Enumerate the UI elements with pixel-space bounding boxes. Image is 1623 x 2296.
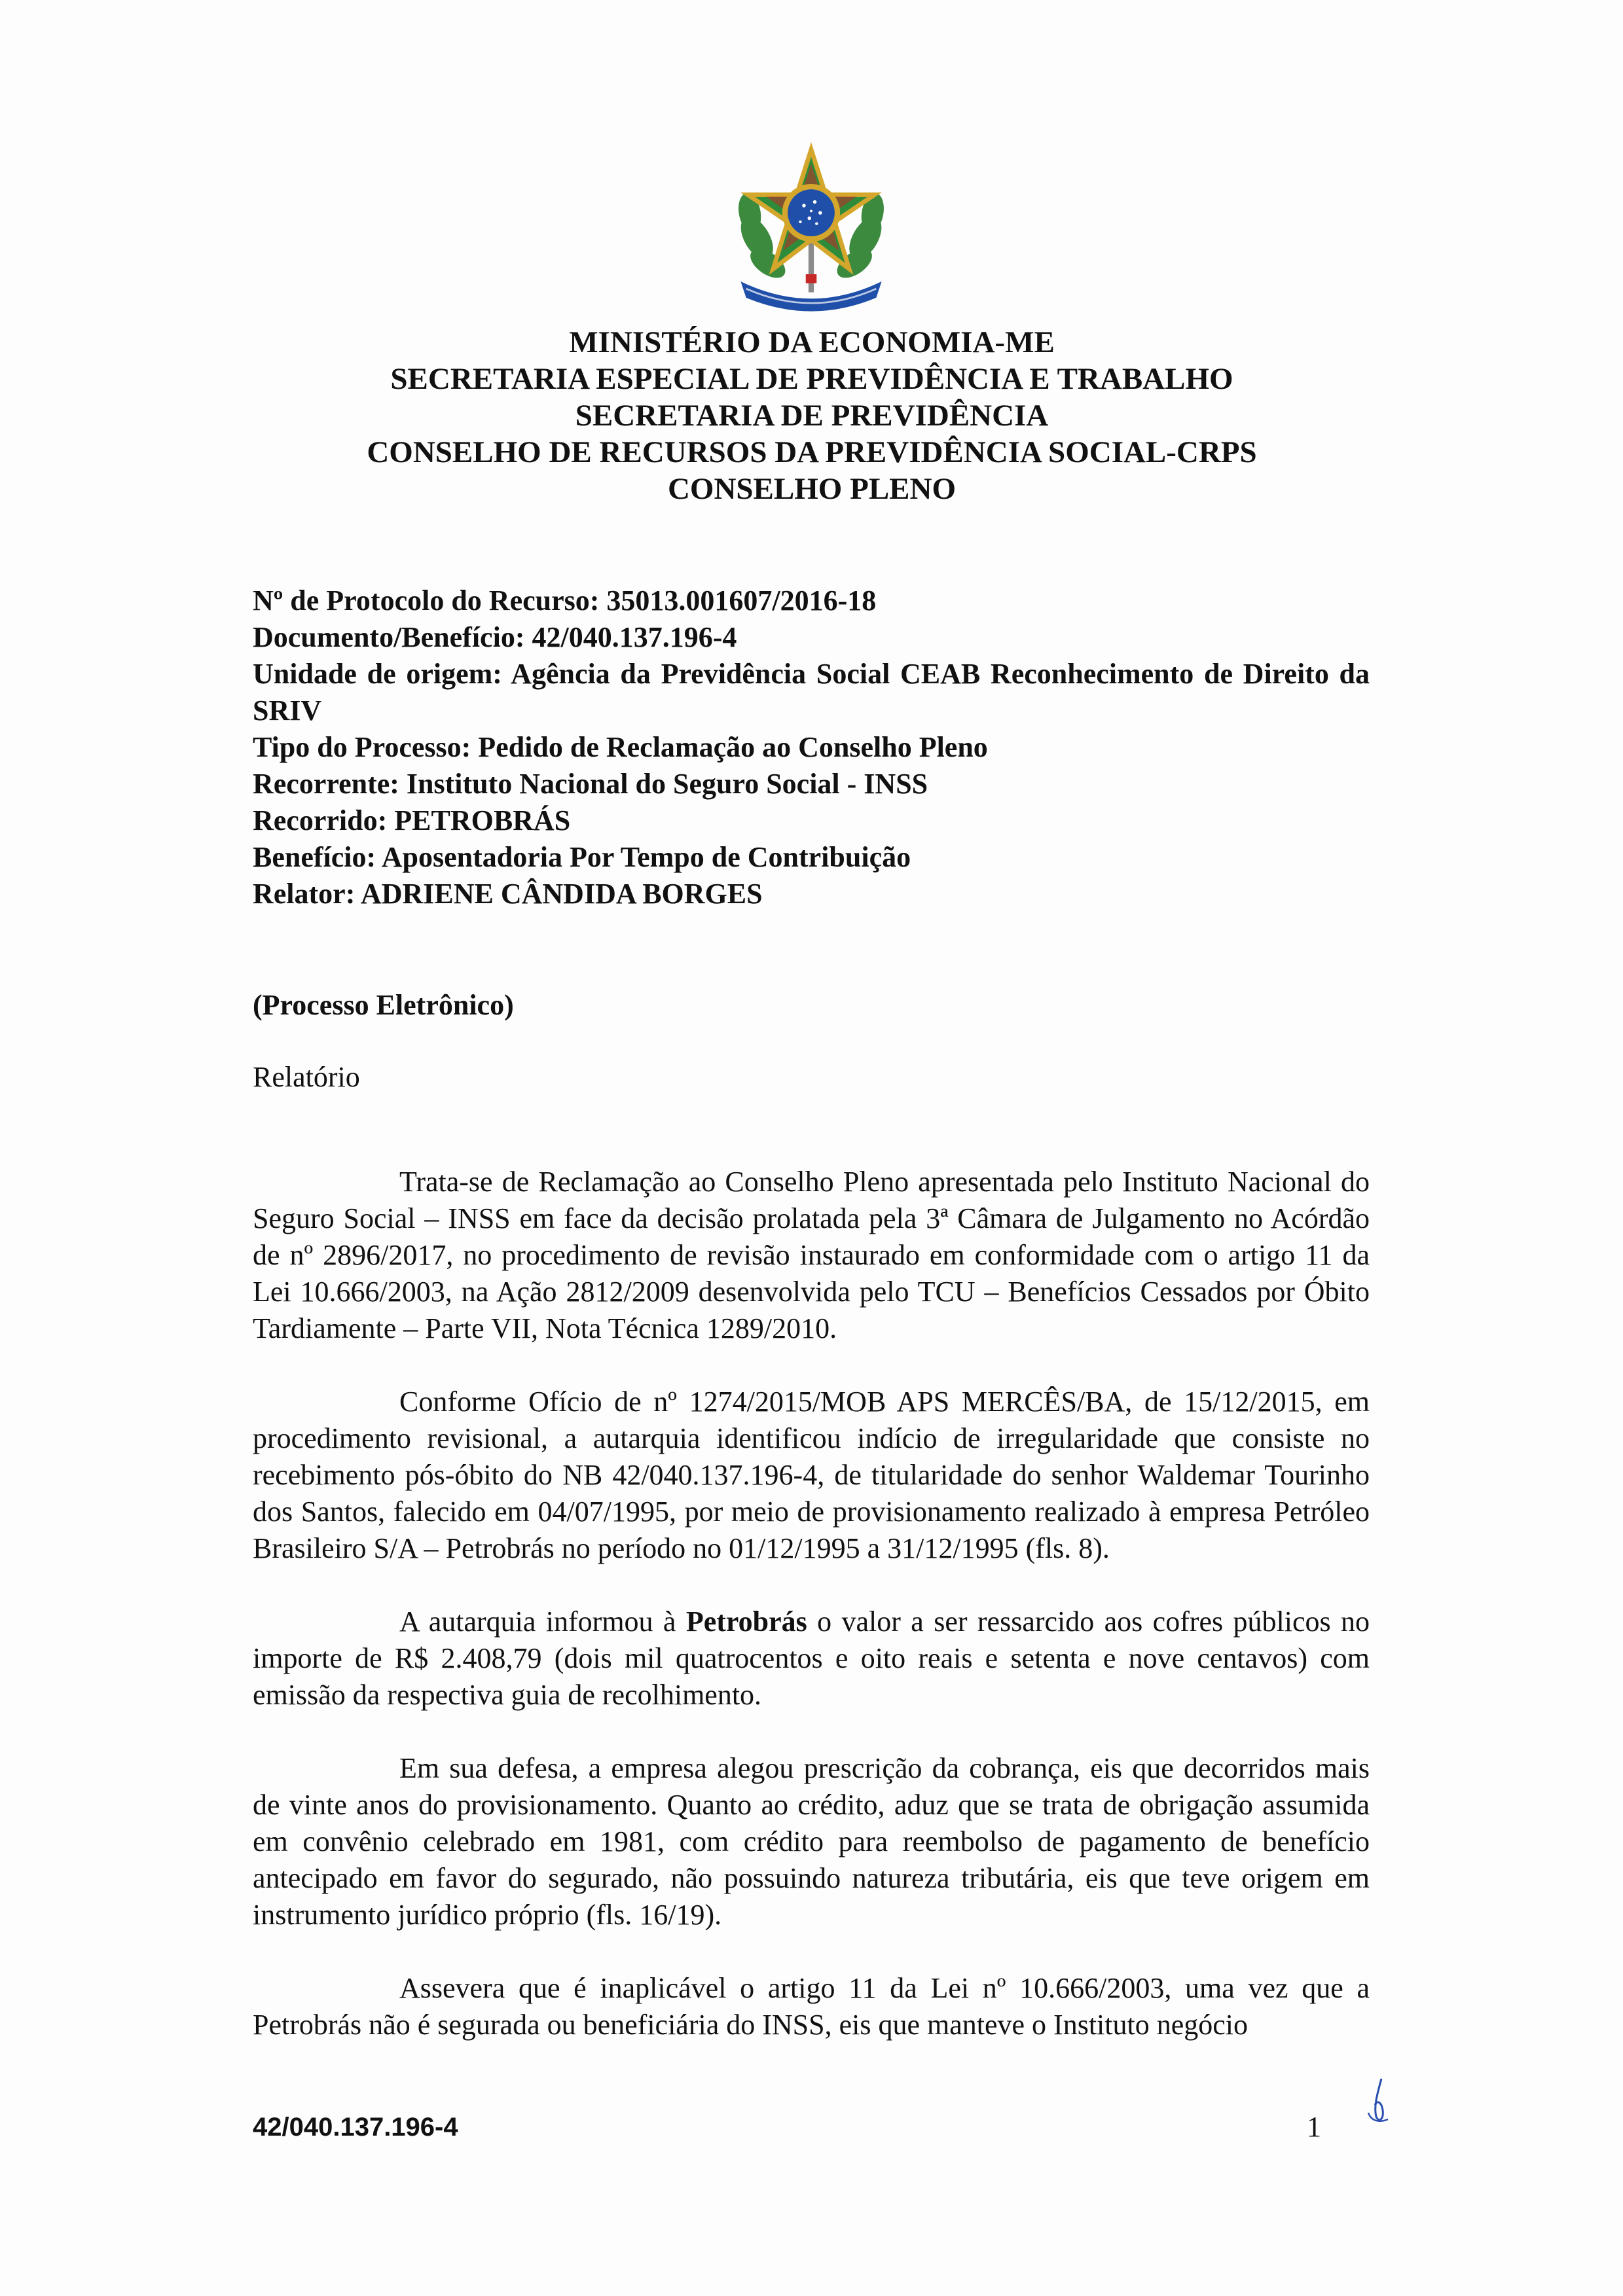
header-secretariat: SECRETARIA DE PREVIDÊNCIA [575, 399, 1049, 433]
paragraph-5: Assevera que é inaplicável o artigo 11 da Lei nº 10.666/2003, uma vez que a Petrobrás não é segurada ou beneficiária do INSS, eis que manteve o Instituto negócio [253, 1972, 1370, 2041]
header-ministry: MINISTÉRIO DA ECONOMIA-ME [569, 325, 1055, 359]
case-origin-unit: Unidade de origem: Agência da Previdência Social CEAB Reconhecimento de Direito da SRIV [253, 658, 1370, 726]
header-plenary: CONSELHO PLENO [667, 472, 957, 506]
footer-benefit-code: 42/040.137.196-4 [253, 2113, 458, 2142]
electronic-process-label: (Processo Eletrônico) [253, 989, 514, 1021]
report-body [253, 1164, 1370, 2043]
case-process-type: Tipo do Processo: Pedido de Reclamação ao Conselho Pleno [253, 731, 988, 763]
case-benefit: Benefício: Aposentadoria Por Tempo de Contribuição [253, 841, 911, 873]
header-special-secretariat: SECRETARIA ESPECIAL DE PREVIDÊNCIA E TRABALHO [390, 362, 1233, 396]
paragraph-1: Trata-se de Reclamação ao Conselho Pleno apresentada pelo Instituto Nacional do Seguro Social – INSS em face da decisão prolatada pela 3ª Câmara de Julgamento no Acórdão de nº 2896/2017, no procedimento de revisão instaurado em conformidade com o artigo 11 da Lei 10.666/2003, na Ação 2812/2009 desenvolvida pelo TCU – Benefícios Cessados por Óbito Tardiamente – Parte VII, Nota Técnica 1289/2010. [253, 1166, 1370, 1344]
case-rapporteur: Relator: ADRIENE CÂNDIDA BORGES [253, 878, 763, 910]
case-respondent: Recorrido: PETROBRÁS [253, 804, 571, 836]
paragraph-3-start: A autarquia informou à [399, 1605, 686, 1638]
page-number: 1 [1307, 2111, 1321, 2143]
case-info [253, 583, 1370, 912]
section-title: Relatório [253, 1061, 360, 1093]
case-appellant: Recorrente: Instituto Nacional do Seguro Social - INSS [253, 768, 928, 800]
header-council: CONSELHO DE RECURSOS DA PREVIDÊNCIA SOCIAL-CRPS [367, 435, 1257, 469]
case-document: Documento/Benefício: 42/040.137.196-4 [253, 621, 737, 653]
paragraph-3-bold: Petrobrás [685, 1605, 807, 1638]
paragraph-3 [253, 1604, 1370, 1713]
handwritten-initials [1362, 2073, 1401, 2126]
document-header [196, 324, 1427, 507]
coat-of-arms-icon [721, 139, 902, 319]
paragraph-3-end: o valor a ser ressarcido aos cofres públicos no importe de R$ 2.408,79 (dois mil quatrocentos e oito reais e setenta e nove centavos) com emissão da respectiva guia de recolhimento. [253, 1605, 1370, 1711]
paragraph-4: Em sua defesa, a empresa alegou prescrição da cobrança, eis que decorridos mais de vinte anos do provisionamento. Quanto ao crédito, aduz que se trata de obrigação assumida em convênio celebrado em 1981, com crédito para reembolso de pagamento de benefício antecipado em favor do segurado, não possuindo natureza tributária, eis que teve origem em instrumento jurídico próprio (fls. 16/19). [253, 1752, 1370, 1931]
case-protocol: Nº de Protocolo do Recurso: 35013.001607/2016-18 [253, 584, 877, 617]
paragraph-2: Conforme Ofício de nº 1274/2015/MOB APS MERCÊS/BA, de 15/12/2015, em procedimento revisional, a autarquia identificou indício de irregularidade que consiste no recebimento pós-óbito do NB 42/040.137.196-4, de titularidade do senhor Waldemar Tourinho dos Santos, falecido em 04/07/1995, por meio de provisionamento realizado à empresa Petróleo Brasileiro S/A – Petrobrás no período no 01/12/1995 a 31/12/1995 (fls. 8). [253, 1386, 1370, 1564]
